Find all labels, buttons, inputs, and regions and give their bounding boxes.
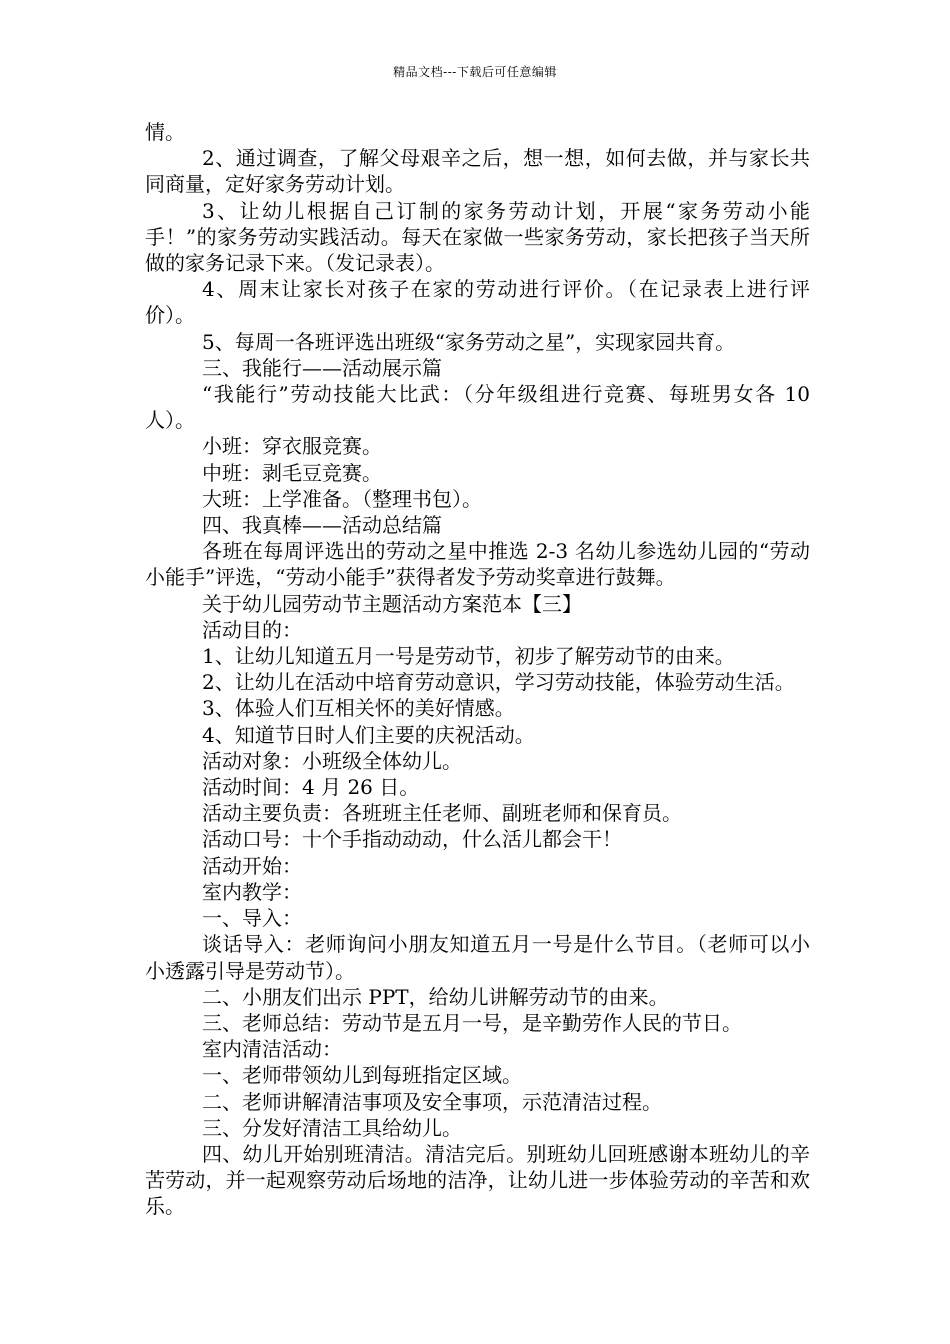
paragraph: 5、每周一各班评选出班级“家务劳动之星”，实现家园共育。	[202, 329, 736, 354]
paragraph: 三、分发好清洁工具给幼儿。	[202, 1115, 462, 1140]
paragraph: 3、让幼儿根据自己订制的家务劳动计划，开展“家务劳动小能手！”的家务劳动实践活动。每天在家做一些家务劳动，家长把孩子当天所做的家务记录下来。（发记录表）。	[145, 198, 810, 276]
document-body	[145, 119, 817, 1220]
section-heading: 四、我真棒——活动总结篇	[202, 513, 442, 538]
paragraph: 1、让幼儿知道五月一号是劳动节，初步了解劳动节的由来。	[202, 644, 735, 669]
section-heading: 活动目的：	[202, 617, 302, 642]
paragraph: 4、知道节日时人们主要的庆祝活动。	[202, 722, 535, 747]
paragraph: 活动对象：小班级全体幼儿。	[202, 748, 462, 773]
paragraph: 3、体验人们互相关怀的美好情感。	[202, 696, 515, 721]
section-heading: 三、我能行——活动展示篇	[202, 355, 442, 380]
paragraph: 活动口号：十个手指动动动，什么活儿都会干！	[202, 827, 622, 852]
paragraph: 2、让幼儿在活动中培育劳动意识，学习劳动技能，体验劳动生活。	[202, 670, 795, 695]
paragraph: 室内清洁活动：	[202, 1037, 342, 1062]
paragraph: 三、老师总结：劳动节是五月一号，是辛勤劳作人民的节日。	[202, 1010, 742, 1035]
paragraph: 活动主要负责：各班班主任老师、副班老师和保育员。	[202, 801, 682, 826]
paragraph: 情。	[145, 120, 185, 144]
paragraph: 2、通过调查，了解父母艰辛之后，想一想，如何去做，并与家长共同商量，定好家务劳动计划。	[145, 146, 810, 197]
paragraph: 室内教学：	[202, 879, 302, 904]
paragraph: 一、老师带领幼儿到每班指定区域。	[202, 1063, 522, 1088]
paragraph: 活动开始：	[202, 853, 302, 878]
paragraph: 一、导入：	[202, 906, 302, 931]
document-subtitle: 关于幼儿园劳动节主题活动方案范本【三】	[202, 591, 582, 616]
paragraph: 二、老师讲解清洁事项及安全事项，示范清洁过程。	[202, 1089, 662, 1114]
paragraph: 二、小朋友们出示 PPT，给幼儿讲解劳动节的由来。	[202, 984, 669, 1009]
paragraph: “我能行”劳动技能大比武：（分年级组进行竞赛、每班男女各 10 人）。	[145, 382, 817, 433]
paragraph: 活动时间：4 月 26 日。	[202, 775, 420, 800]
paragraph: 中班：剥毛豆竞赛。	[202, 460, 382, 485]
page-header: 精品文档---下载后可任意编辑	[393, 65, 557, 79]
paragraph: 四、幼儿开始别班清洁。清洁完后。别班幼儿回班感谢本班幼儿的辛苦劳动，并一起观察劳动后场地的洁净，让幼儿进一步体验劳动的辛苦和欢乐。	[145, 1141, 810, 1219]
paragraph: 小班：穿衣服竞赛。	[202, 434, 382, 459]
paragraph: 大班：上学准备。（整理书包）。	[202, 486, 482, 511]
paragraph: 谈话导入：老师询问小朋友知道五月一号是什么节目。（老师可以小小透露引导是劳动节）。	[145, 932, 810, 983]
paragraph: 4、周末让家长对孩子在家的劳动进行评价。（在记录表上进行评价）。	[145, 277, 810, 328]
paragraph: 各班在每周评选出的劳动之星中推选 2-3 名幼儿参选幼儿园的“劳动小能手”评选，“劳动小能手”获得者发予劳动奖章进行鼓舞。	[145, 539, 810, 590]
